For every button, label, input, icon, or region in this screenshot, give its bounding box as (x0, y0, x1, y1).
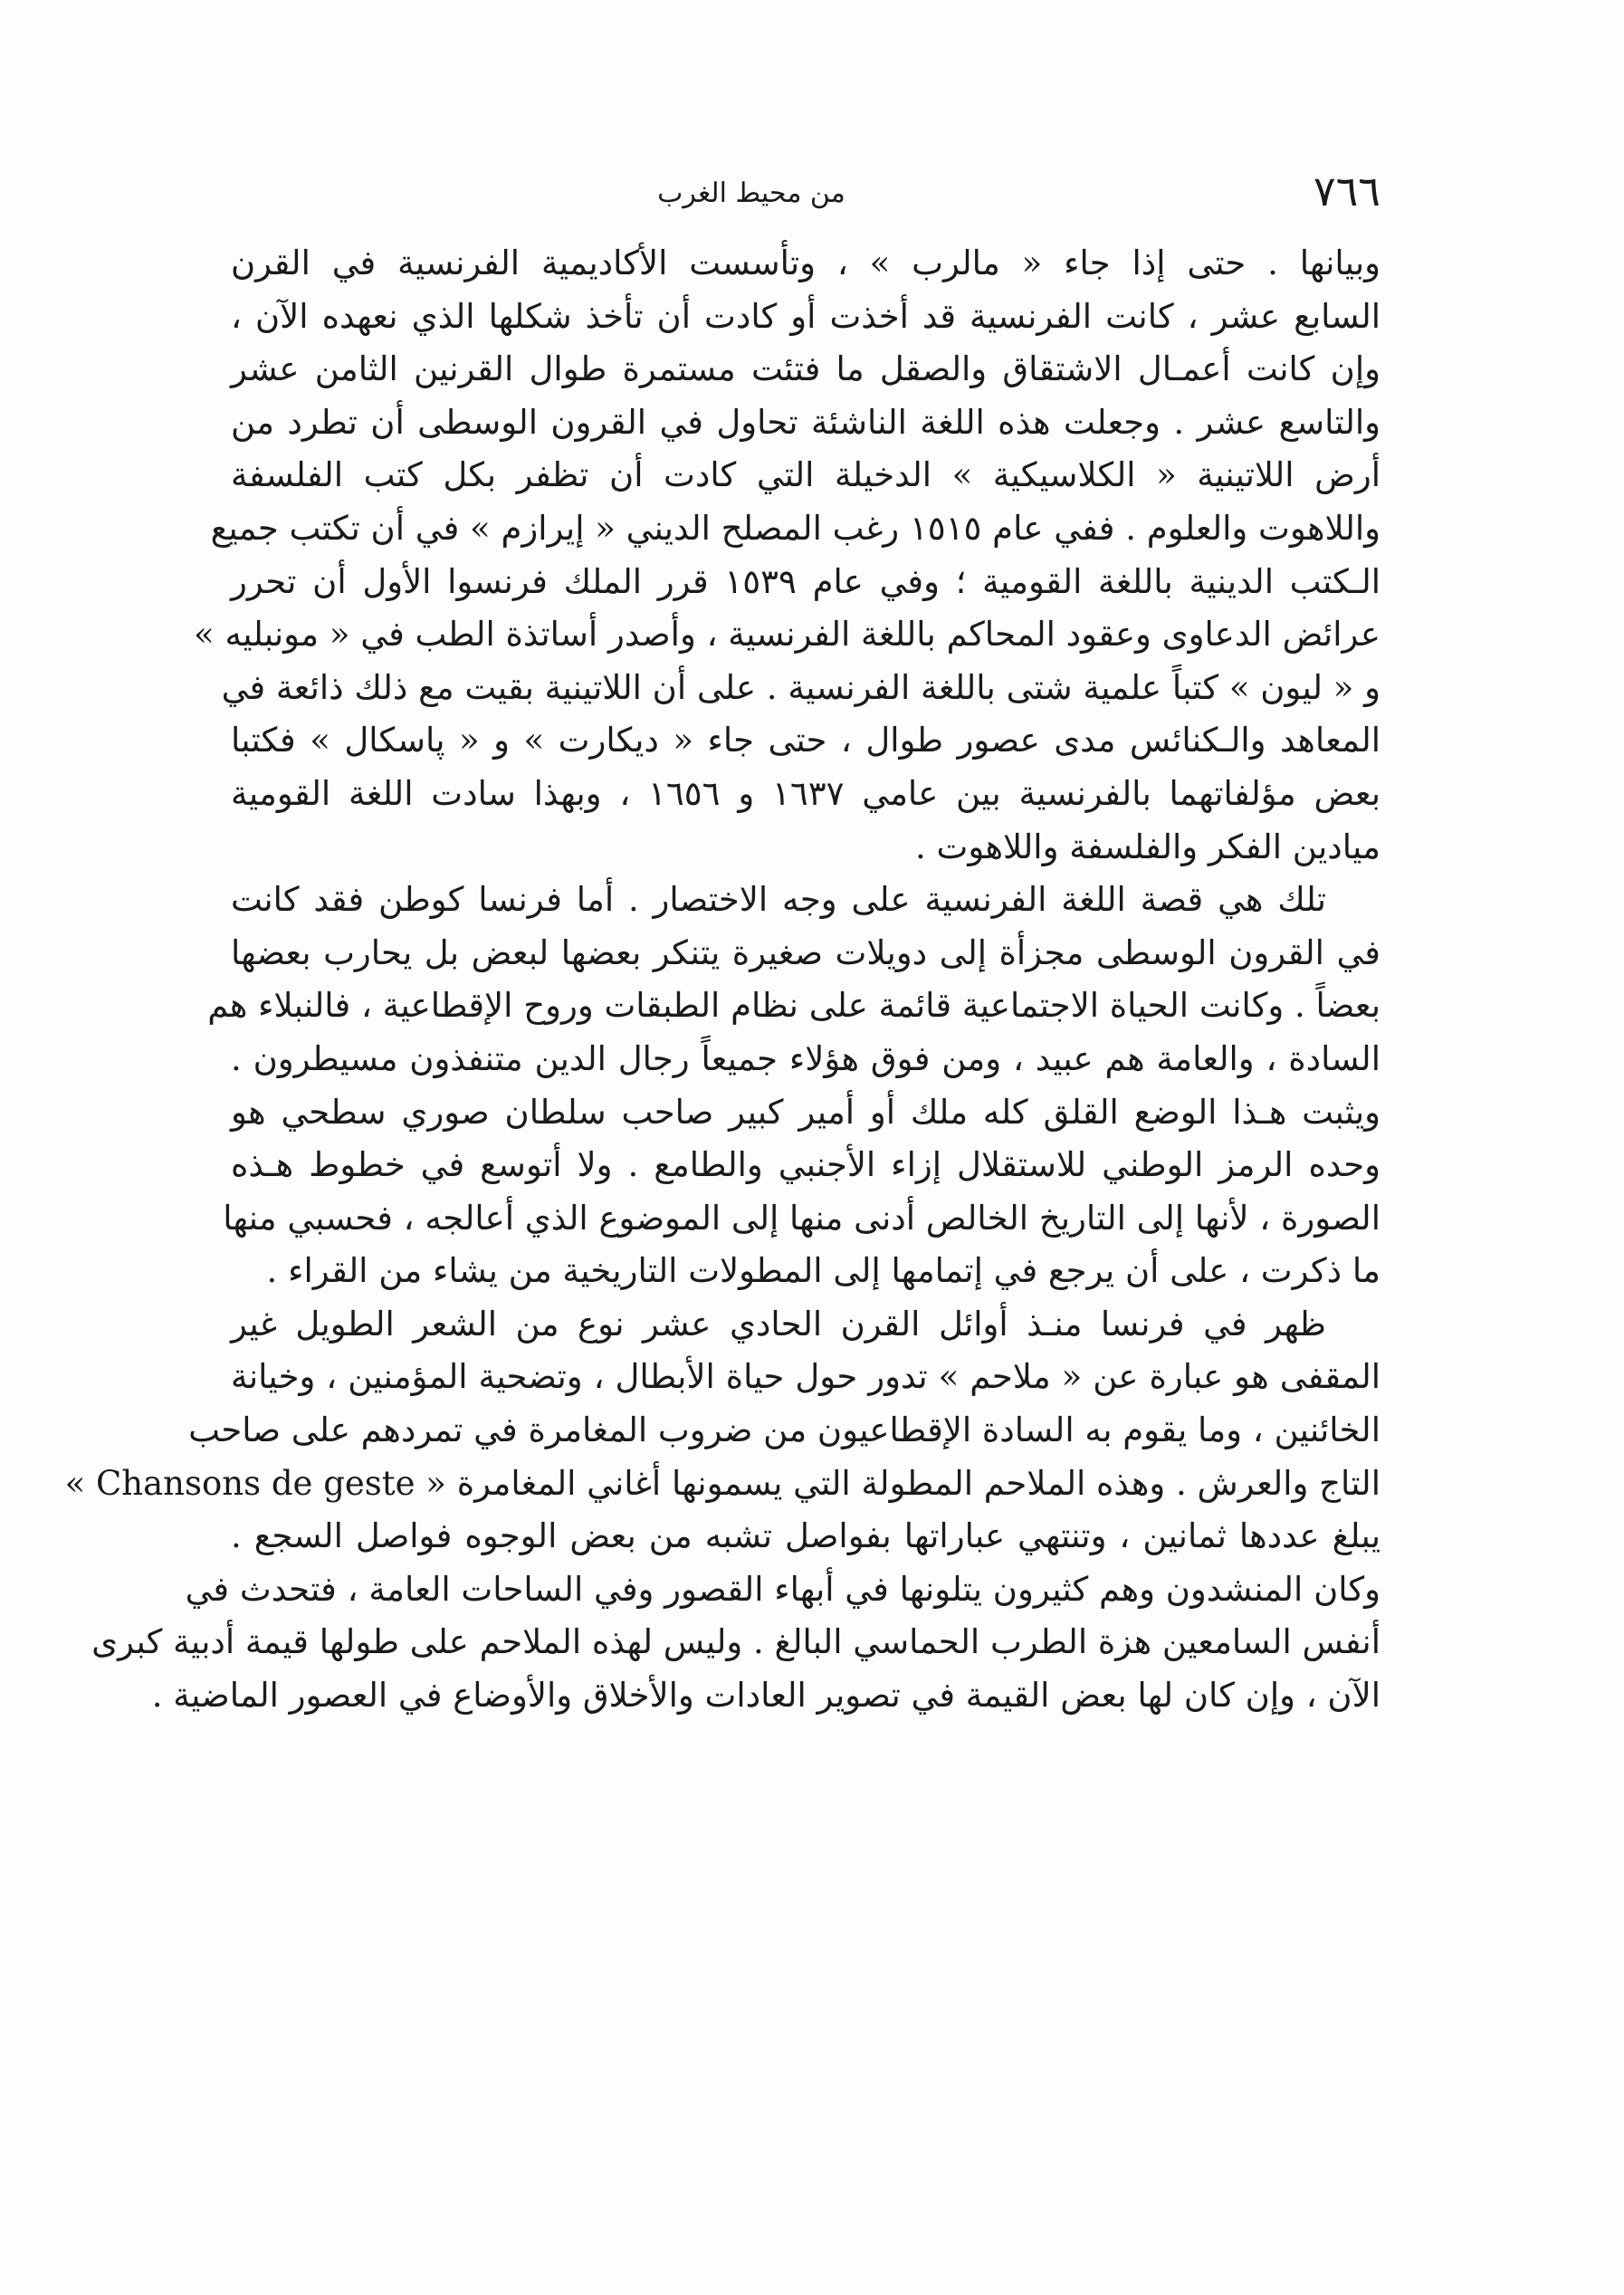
running-title: من محيط الغرب (657, 177, 845, 209)
text-line: وبيانها . حتى إذا جاء « مالرب » ، وتأسست الأكاديمية الفرنسية في القرن (231, 244, 1380, 282)
body-text (64, 237, 1380, 2184)
text-line: ظهر في فرنسا منـذ أوائل القرن الحادي عشر نوع من الشعر الطويل غير (231, 1304, 1326, 1344)
text-line: المقفى هو عبارة عن « ملاحم » تدور حول حياة الأبطال ، وتضحية المؤمنين ، وخيانة (231, 1357, 1380, 1397)
text-line: أنفس السامعين هزة الطرب الحماسي البالغ . وليس لهذه الملاحم على طولها قيمة أدبية كبرى (91, 1622, 1380, 1662)
page-number: ٧٦٦ (1313, 167, 1380, 215)
text-line: في القرون الوسطى مجزأة إلى دويلات صغيرة يتنكر بعضها لبعض بل يحارب بعضها (231, 932, 1380, 972)
text-line: السادة ، والعامة هم عبيد ، ومن فوق هؤلاء جميعاً رجال الدين متنفذون مسيطرون . (231, 1038, 1380, 1078)
text-line: المعاهد والـكنائس مدى عصور طوال ، حتى جاء « ديكارت » و « پاسكال » فكتبا (231, 721, 1380, 760)
text-line: ميادين الفكر والفلسفة واللاهوت . (914, 827, 1380, 866)
text-line: التاج والعرش . وهذه الملاحم المطولة التي يسمونها أغاني المغامرة « Chansons de geste » (64, 1463, 1380, 1503)
running-header (231, 159, 1380, 223)
text-line: السابع عشر ، كانت الفرنسية قد أخذت أو كادت أن تأخذ شكلها الذي نعهده الآن ، (231, 296, 1380, 336)
text-line: ما ذكرت ، على أن يرجع في إتمامها إلى المطولات التاريخية من يشاء من القراء . (266, 1251, 1380, 1291)
text-line: أرض اللاتينية « الكلاسيكية » الدخيلة التي كادت أن تظفر بكل كتب الفلسفة (231, 455, 1380, 495)
text-line: وإن كانت أعمـال الاشتقاق والصقل ما فتئت مستمرة طوال القرنين الثامن عشر (231, 349, 1380, 389)
text-line: واللاهوت والعلوم . ففي عام ١٥١٥ رغب المصلح الديني « إيرازم » في أن تكتب جميع (210, 508, 1380, 548)
text-line: عرائض الدعاوى وعقود المحاكم باللغة الفرنسية ، وأصدر أساتذة الطب في « مونبليه » (194, 615, 1380, 655)
text-line: الخائنين ، وما يقوم به السادة الإقطاعيون من ضروب المغامرة في تمردهم على صاحب (188, 1410, 1380, 1450)
text-line: تلك هي قصة اللغة الفرنسية على وجه الاختصار . أما فرنسا كوطن فقد كانت (231, 880, 1326, 920)
text-line: ويثبت هـذا الوضع القلق كله ملك أو أمير كبير صاحب سلطان صوري سطحي هو (231, 1092, 1380, 1132)
text-line: الصورة ، لأنها إلى التاريخ الخالص أدنى منها إلى الموضوع الذي أعالجه ، فحسبي منها (223, 1198, 1380, 1238)
text-line: الـكتب الدينية باللغة القومية ؛ وفي عام ١٥٣٩ قرر الملك فرنسوا الأول أن تحرر (231, 561, 1380, 601)
text-line: وكان المنشدون وهم كثيرون يتلونها في أبهاء القصور وفي الساحات العامة ، فتحدث في (185, 1569, 1380, 1609)
text-line: و « ليون » كتباً علمية شتى باللغة الفرنسية . على أن اللاتينية بقيت مع ذلك ذائعة في (221, 667, 1380, 707)
text-line: والتاسع عشر . وجعلت هذه اللغة الناشئة تحاول في القرون الوسطى أن تطرد من (231, 402, 1380, 442)
text-line: بعض مؤلفاتهما بالفرنسية بين عامي ١٦٣٧ و ١٦٥٦ ، وبهذا سادت اللغة القومية (231, 773, 1380, 813)
text-line: بعضاً . وكانت الحياة الاجتماعية قائمة على نظام الطبقات وروح الإقطاعية ، فالنبلاء هم (207, 986, 1380, 1026)
text-line: يبلغ عددها ثمانين ، وتنتهي عباراتها بفواصل تشبه من بعض الوجوه فواصل السجع . (231, 1516, 1380, 1556)
text-line: الآن ، وإن كان لها بعض القيمة في تصوير العادات والأخلاق والأوضاع في العصور الماضية . (151, 1676, 1380, 1716)
text-line: وحده الرمز الوطني للاستقلال إزاء الأجنبي والطامع . ولا أتوسع في خطوط هـذه (231, 1145, 1380, 1185)
